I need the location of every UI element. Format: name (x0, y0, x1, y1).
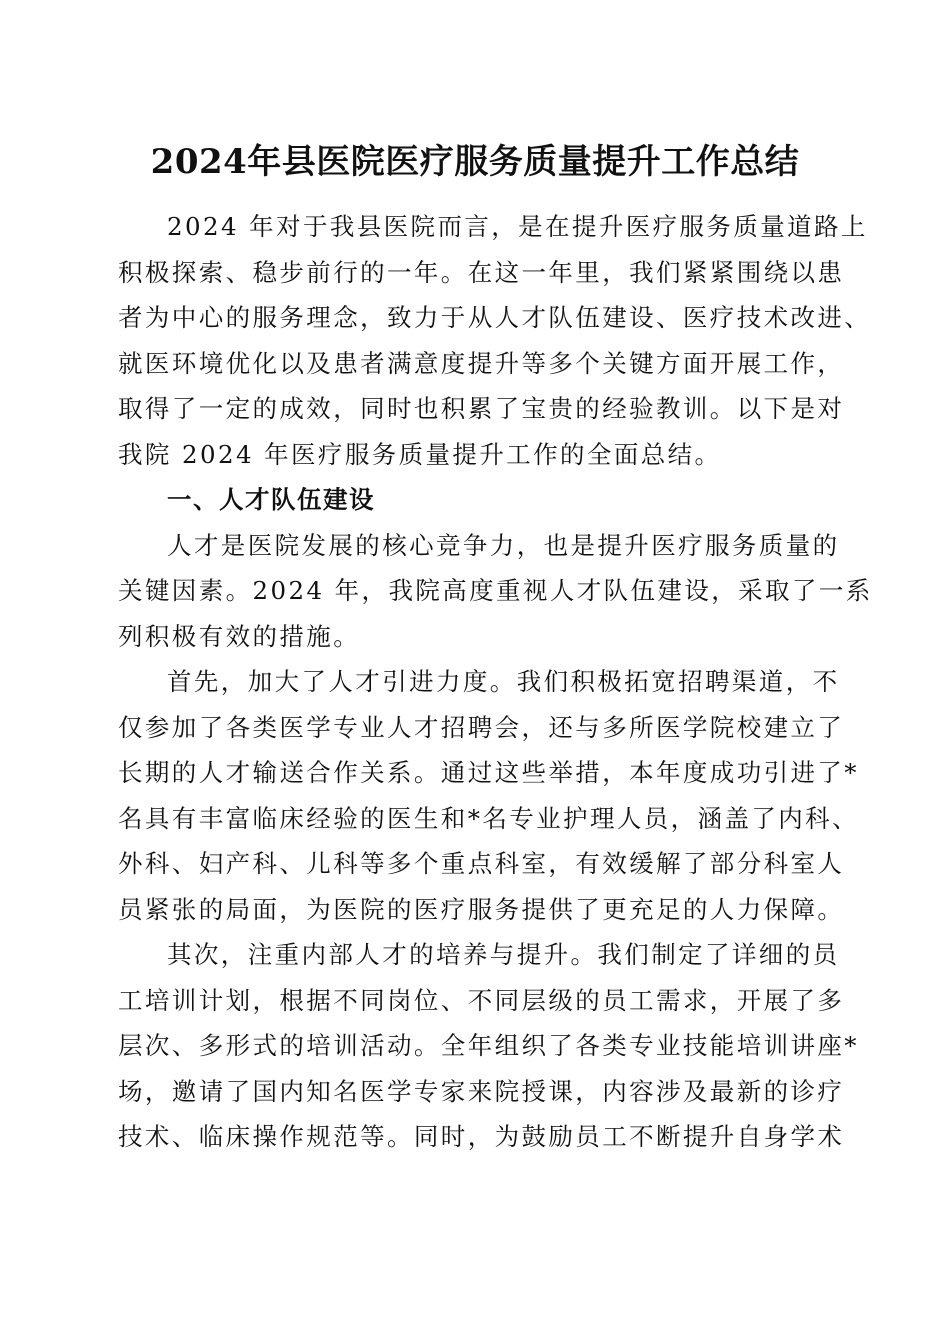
text-line: 其次，注重内部人才的培养与提升。我们制定了详细的员 (167, 940, 840, 969)
intro-paragraph (118, 204, 872, 477)
text-line: 2024 年对于我县医院而言，是在提升医疗服务质量道路上 (167, 212, 868, 241)
text-line: 列积极有效的措施。 (118, 621, 361, 651)
text-line: 人才是医院发展的核心竞争力，也是提升医疗服务质量的 (167, 530, 840, 560)
document-body (118, 204, 873, 1160)
text-line: 就医环境优化以及患者满意度提升等多个关键方面开展工作， (118, 348, 845, 378)
staff-training-paragraph (118, 932, 858, 1160)
text-line: 关键因素。2024 年，我院高度重视人才队伍建设，采取了一系 (118, 576, 873, 605)
section-intro-paragraph (118, 523, 873, 660)
text-line: 工培训计划，根据不同岗位、不同层级的员工需求，开展了多 (118, 985, 845, 1015)
text-line: 员紧张的局面，为医院的医疗服务提供了更充足的人力保障。 (118, 894, 845, 924)
section-heading: 一、人才队伍建设 (167, 485, 375, 514)
document-title: 2024年县医院医疗服务质量提升工作总结 (150, 142, 800, 182)
text-line: 长期的人才输送合作关系。通过这些举措，本年度成功引进了* (118, 758, 859, 787)
text-line: 者为中心的服务理念，致力于从人才队伍建设、医疗技术改进、 (118, 303, 872, 332)
text-line: 我院 2024 年医疗服务质量提升工作的全面总结。 (118, 439, 722, 469)
text-line: 积极探索、稳步前行的一年。在这一年里，我们紧紧围绕以患 (118, 257, 845, 287)
text-line: 外科、妇产科、儿科等多个重点科室，有效缓解了部分科室人 (118, 849, 845, 878)
text-line: 名具有丰富临床经验的医生和*名专业护理人员，涵盖了内科、 (118, 803, 859, 833)
text-line: 取得了一定的成效，同时也积累了宝贵的经验教训。以下是对 (118, 394, 845, 423)
text-line: 技术、临床操作规范等。同时，为鼓励员工不断提升自身学术 (118, 1122, 845, 1151)
talent-recruitment-paragraph (118, 659, 858, 932)
text-line: 仅参加了各类医学专业人才招聘会，还与多所医学院校建立了 (118, 712, 845, 742)
text-line: 层次、多形式的培训活动。全年组织了各类专业技能培训讲座* (118, 1031, 859, 1060)
text-line: 场，邀请了国内知名医学专家来院授课，内容涉及最新的诊疗 (118, 1076, 845, 1106)
text-line: 首先，加大了人才引进力度。我们积极拓宽招聘渠道，不 (167, 667, 840, 696)
